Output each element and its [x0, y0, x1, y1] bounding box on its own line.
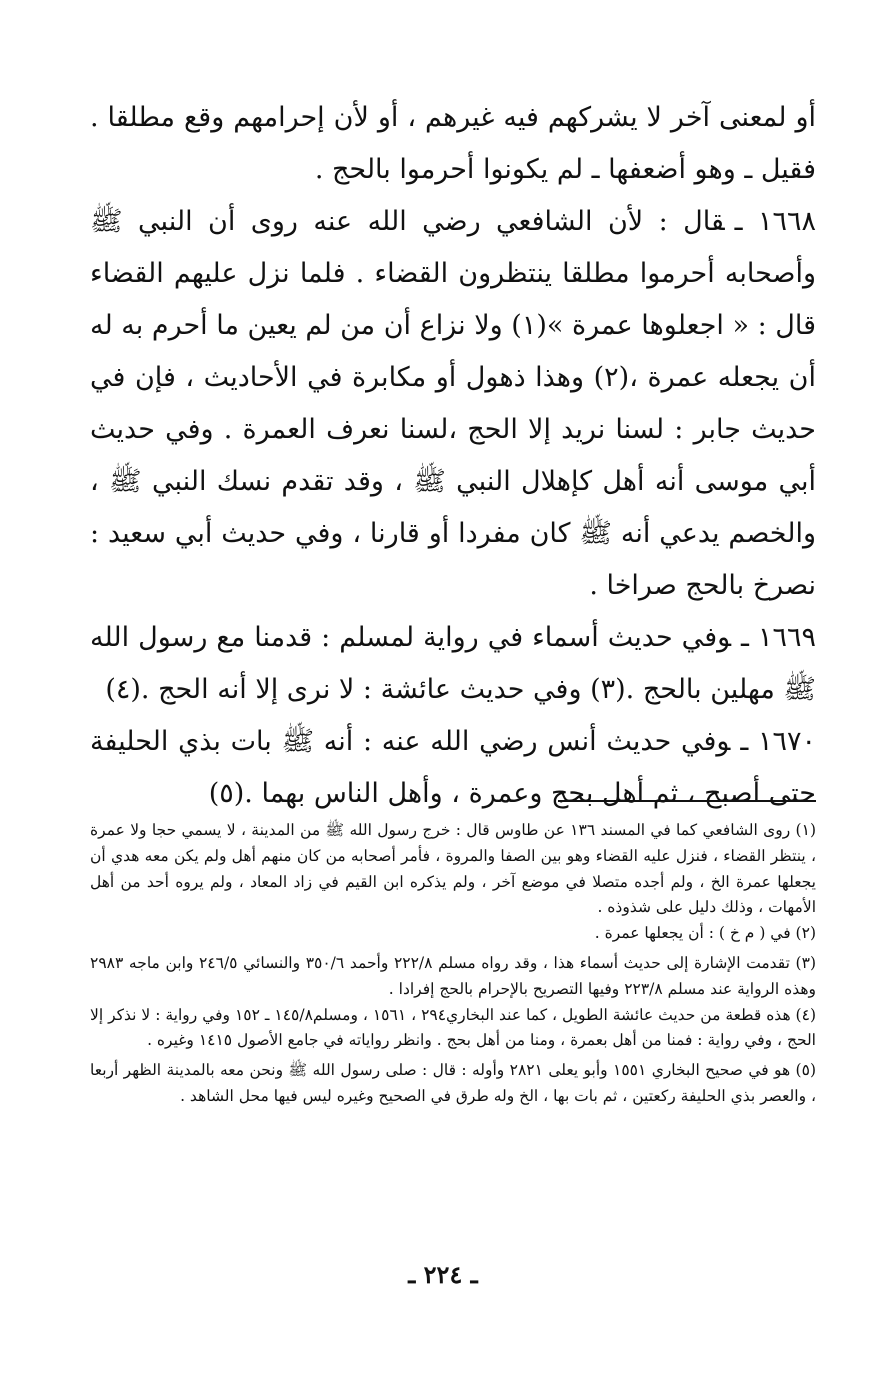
paragraph-number: ١٦٦٩ ـ	[741, 622, 816, 653]
main-text	[90, 92, 816, 820]
paragraph-number: ١٦٧٠ ـ	[740, 726, 816, 757]
page-number: ـ ٢٢٤ ـ	[408, 1260, 478, 1289]
footnote-1: (١) روى الشافعي كما في المسند ١٣٦ عن طاوس قال : خرج رسول الله ﷺ من المدينة ، لا يسمي حجا ولا عمرة ، ينتظر القضاء ، فنزل عليه القضاء وهو بين الصفا والمروة ، فأمر أصحابه من كان منهم أهل ولم يكن معه هدي أن يجعلها عمرة الخ ، ولم أجده متصلا في موضع آخر ، ولم يذكره ابن القيم في زاد المعاد ، ولم يروه أحد من أهل الأمهات ، وذلك دليل على شذوذه .	[90, 821, 816, 917]
footnote-5: (٥) هو في صحيح البخاري ١٥٥١ وأبو يعلى ٢٨٢١ وأوله : قال : صلى رسول الله ﷺ ونحن معه بالمدينة الظهر أربعا ، والعصر بذي الحليفة ركعتين ، ثم بات بها ، الخ وله طرق في الصحيح وغيره ليس فيها محل الشاهد .	[90, 1061, 816, 1105]
footnote-separator	[558, 800, 816, 802]
paragraph-1669	[90, 612, 816, 716]
footnote-3: (٣) تقدمت الإشارة إلى حديث أسماء هذا ، وقد رواه مسلم ٢٢٢/٨ وأحمد ٣٥٠/٦ والنسائي ٢٤٦/٥ وابن ماجه ٢٩٨٣ وهذه الرواية عند مسلم ٢٢٣/٨ وفيها التصريح بالإحرام بالحج إفرادا .	[90, 953, 816, 998]
footnote-4: (٤) هذه قطعة من حديث عائشة الطويل ، كما عند البخاري٢٩٤ ، ١٥٦١ ، ومسلم١٤٥/٨ ـ ١٥٢ وفي رواية : لا نذكر إلا الحج ، وفي رواية : فمنا من أهل بعمرة ، ومنا من أهل بحج . وانظر رواياته في جامع الأصول ١٤١٥ وغيره .	[90, 1005, 816, 1050]
footnotes	[90, 818, 816, 1110]
paragraph-text: وفي حديث أسماء في رواية لمسلم : قدمنا مع رسول الله ﷺ مهلين بالحج .(٣) وفي حديث عائشة : لا نرى إلا أنه الحج .(٤)	[90, 622, 816, 705]
footnote-2: (٢) في ( م خ ) : أن يجعلها عمرة .	[594, 924, 816, 943]
paragraph-text: قال : لأن الشافعي رضي الله عنه روى أن النبي ﷺ وأصحابه أحرموا مطلقا ينتظرون القضاء . فلما نزل عليهم القضاء قال : « اجعلوها عمرة »(١) ولا نزاع أن من لم يعين ما أحرم به له أن يجعله عمرة ،(٢) وهذا ذهول أو مكابرة في الأحاديث ، فإن في حديث جابر : لسنا نريد إلا الحج ،لسنا نعرف العمرة . وفي حديث أبي موسى أنه أهل كإهلال النبي ﷺ ، وقد تقدم نسك النبي ﷺ ، والخصم يدعي أنه ﷺ كان مفردا أو قارنا ، وفي حديث أبي سعيد : نصرخ بالحج صراخا .	[90, 206, 816, 601]
paragraph-1670	[90, 716, 816, 820]
paragraph-text: وفي حديث أنس رضي الله عنه : أنه ﷺ بات بذي الحليفة حتى أصبح ، ثم أهل بحج وعمرة ، وأهل الناس بهما .(٥)	[90, 726, 816, 809]
continuation-paragraph: أو لمعنى آخر لا يشركهم فيه غيرهم ، أو لأن إحرامهم وقع مطلقا . فقيل ـ وهو أضعفها ـ لم يكونوا أحرموا بالحج .	[90, 102, 816, 185]
paragraph-number: ١٦٦٨ ـ	[734, 206, 816, 237]
paragraph-1668	[90, 196, 816, 612]
